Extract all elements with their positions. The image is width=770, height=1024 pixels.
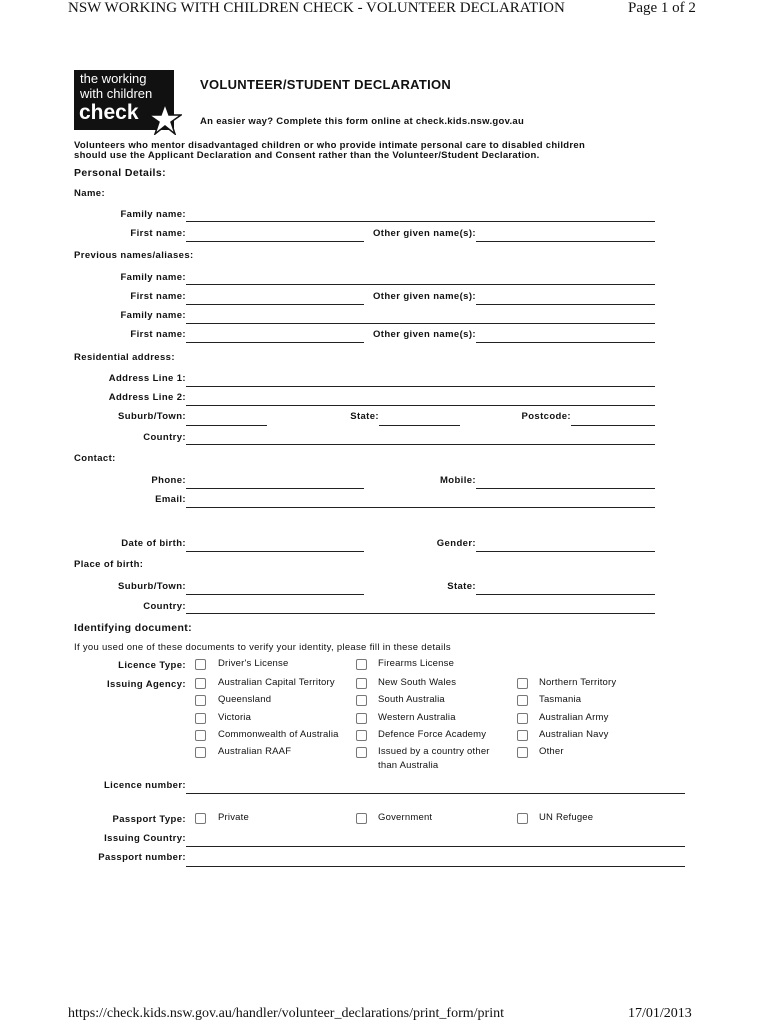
phone-field[interactable] [186, 488, 364, 489]
agency-option: Defence Force Academy [378, 729, 487, 740]
prev-family-name-label-1: Family name: [120, 272, 186, 283]
address-country-label: Country: [143, 432, 186, 443]
birth-suburb-field[interactable] [186, 594, 364, 595]
birth-suburb-label: Suburb/Town: [118, 581, 186, 592]
prev-first-name-label-1: First name: [130, 291, 186, 302]
online-note: An easier way? Complete this form online at check.kids.nsw.gov.au [200, 116, 525, 127]
agency-option: Australian Capital Territory [218, 677, 335, 688]
first-name-label: First name: [130, 228, 186, 239]
birth-country-label: Country: [143, 601, 186, 612]
place-of-birth-heading: Place of birth: [74, 559, 144, 570]
agency-checkbox[interactable] [195, 713, 206, 724]
star-icon [148, 103, 182, 135]
notice-line-1: Volunteers who mentor disadvantaged children or who provide intimate personal care to disabled children [74, 140, 586, 151]
agency-checkbox[interactable] [356, 730, 367, 741]
address-line2-field[interactable] [186, 405, 655, 406]
passport-type-option: Private [218, 812, 249, 823]
agency-checkbox[interactable] [356, 747, 367, 758]
dob-field[interactable] [186, 551, 364, 552]
agency-checkbox[interactable] [356, 695, 367, 706]
agency-checkbox[interactable] [517, 747, 528, 758]
agency-checkbox[interactable] [195, 747, 206, 758]
personal-details-heading: Personal Details: [74, 167, 166, 179]
agency-option: Commonwealth of Australia [218, 729, 339, 740]
birth-state-label: State: [447, 581, 476, 592]
phone-label: Phone: [151, 475, 186, 486]
passport-type-option: UN Refugee [539, 812, 594, 823]
footer-date: 17/01/2013 [628, 1006, 692, 1021]
address-suburb-label: Suburb/Town: [118, 411, 186, 422]
passport-number-field[interactable] [186, 866, 685, 867]
agency-option: South Australia [378, 694, 445, 705]
logo-text-line1: the working [80, 71, 147, 86]
licence-type-option: Driver's License [218, 658, 289, 669]
name-heading: Name: [74, 188, 106, 199]
family-name-label: Family name: [120, 209, 186, 220]
mobile-field[interactable] [476, 488, 655, 489]
address-state-label: State: [350, 411, 379, 422]
agency-option: Australian RAAF [218, 746, 292, 757]
notice-line-2: should use the Applicant Declaration and Consent rather than the Volunteer/Student Declaration. [74, 150, 540, 161]
agency-checkbox[interactable] [356, 678, 367, 689]
agency-option: Australian Navy [539, 729, 609, 740]
first-name-field[interactable] [186, 241, 364, 242]
licence-type-checkbox[interactable] [195, 659, 206, 670]
prev-first-name-field-1[interactable] [186, 304, 364, 305]
prev-first-name-field-2[interactable] [186, 342, 364, 343]
address-postcode-field[interactable] [571, 425, 655, 426]
issuing-country-label: Issuing Country: [104, 833, 186, 844]
dob-label: Date of birth: [121, 538, 186, 549]
agency-option: Issued by a country other [378, 746, 490, 757]
gender-label: Gender: [436, 538, 476, 549]
other-given-names-label: Other given name(s): [372, 228, 476, 239]
passport-type-option: Government [378, 812, 433, 823]
address-line1-label: Address Line 1: [108, 373, 186, 384]
address-postcode-label: Postcode: [521, 411, 571, 422]
licence-type-checkbox[interactable] [356, 659, 367, 670]
family-name-field[interactable] [186, 221, 655, 222]
identifying-instructions: If you used one of these documents to verify your identity, please fill in these details [74, 642, 451, 653]
agency-checkbox[interactable] [517, 730, 528, 741]
agency-checkbox[interactable] [195, 730, 206, 741]
prev-family-name-field-1[interactable] [186, 284, 655, 285]
prev-other-given-field-2[interactable] [476, 342, 655, 343]
page-number: Page 1 of 2 [628, 0, 696, 16]
licence-type-option: Firearms License [378, 658, 455, 669]
contact-heading: Contact: [74, 453, 116, 464]
address-state-field[interactable] [379, 425, 460, 426]
logo-text-line3: check [79, 101, 139, 124]
agency-option: Northern Territory [539, 677, 617, 688]
identifying-document-heading: Identifying document: [74, 622, 193, 634]
logo-text-line2: with children [80, 86, 153, 101]
agency-checkbox[interactable] [195, 678, 206, 689]
agency-option-continuation: than Australia [378, 760, 439, 771]
passport-number-label: Passport number: [98, 852, 186, 863]
previous-names-heading: Previous names/aliases: [74, 250, 194, 261]
agency-checkbox[interactable] [517, 678, 528, 689]
prev-other-given-field-1[interactable] [476, 304, 655, 305]
agency-checkbox[interactable] [517, 713, 528, 724]
form-title: VOLUNTEER/STUDENT DECLARATION [200, 77, 452, 92]
agency-option: Victoria [218, 712, 252, 723]
agency-checkbox[interactable] [356, 713, 367, 724]
passport-type-checkbox[interactable] [195, 813, 206, 824]
document-header-title: NSW WORKING WITH CHILDREN CHECK - VOLUNTEER DECLARATION [68, 0, 565, 16]
address-country-field[interactable] [186, 444, 655, 445]
prev-first-name-label-2: First name: [130, 329, 186, 340]
birth-state-field[interactable] [476, 594, 655, 595]
email-label: Email: [155, 494, 186, 505]
footer-url: https://check.kids.nsw.gov.au/handler/volunteer_declarations/print_form/print [68, 1006, 504, 1021]
agency-option: New South Wales [378, 677, 457, 688]
prev-family-name-field-2[interactable] [186, 323, 655, 324]
passport-type-label: Passport Type: [112, 814, 186, 825]
licence-number-label: Licence number: [103, 780, 186, 791]
passport-type-checkbox[interactable] [356, 813, 367, 824]
agency-checkbox[interactable] [517, 695, 528, 706]
other-given-names-field[interactable] [476, 241, 655, 242]
email-field[interactable] [186, 507, 655, 508]
prev-other-given-label-1: Other given name(s): [372, 291, 476, 302]
licence-number-field[interactable] [186, 793, 685, 794]
issuing-country-field[interactable] [186, 846, 685, 847]
address-line2-label: Address Line 2: [108, 392, 186, 403]
issuing-agency-label: Issuing Agency: [106, 679, 186, 690]
prev-other-given-label-2: Other given name(s): [372, 329, 476, 340]
agency-checkbox[interactable] [195, 695, 206, 706]
address-line1-field[interactable] [186, 386, 655, 387]
agency-option: Australian Army [539, 712, 609, 723]
agency-option: Tasmania [539, 694, 582, 705]
passport-type-checkbox[interactable] [517, 813, 528, 824]
agency-option: Queensland [218, 694, 272, 705]
address-suburb-field[interactable] [186, 425, 267, 426]
residential-address-heading: Residential address: [74, 352, 175, 363]
agency-option: Other [539, 746, 564, 757]
agency-option: Western Australia [378, 712, 456, 723]
birth-country-field[interactable] [186, 613, 655, 614]
licence-type-label: Licence Type: [118, 660, 186, 671]
gender-field[interactable] [476, 551, 655, 552]
prev-family-name-label-2: Family name: [120, 310, 186, 321]
mobile-label: Mobile: [439, 475, 476, 486]
